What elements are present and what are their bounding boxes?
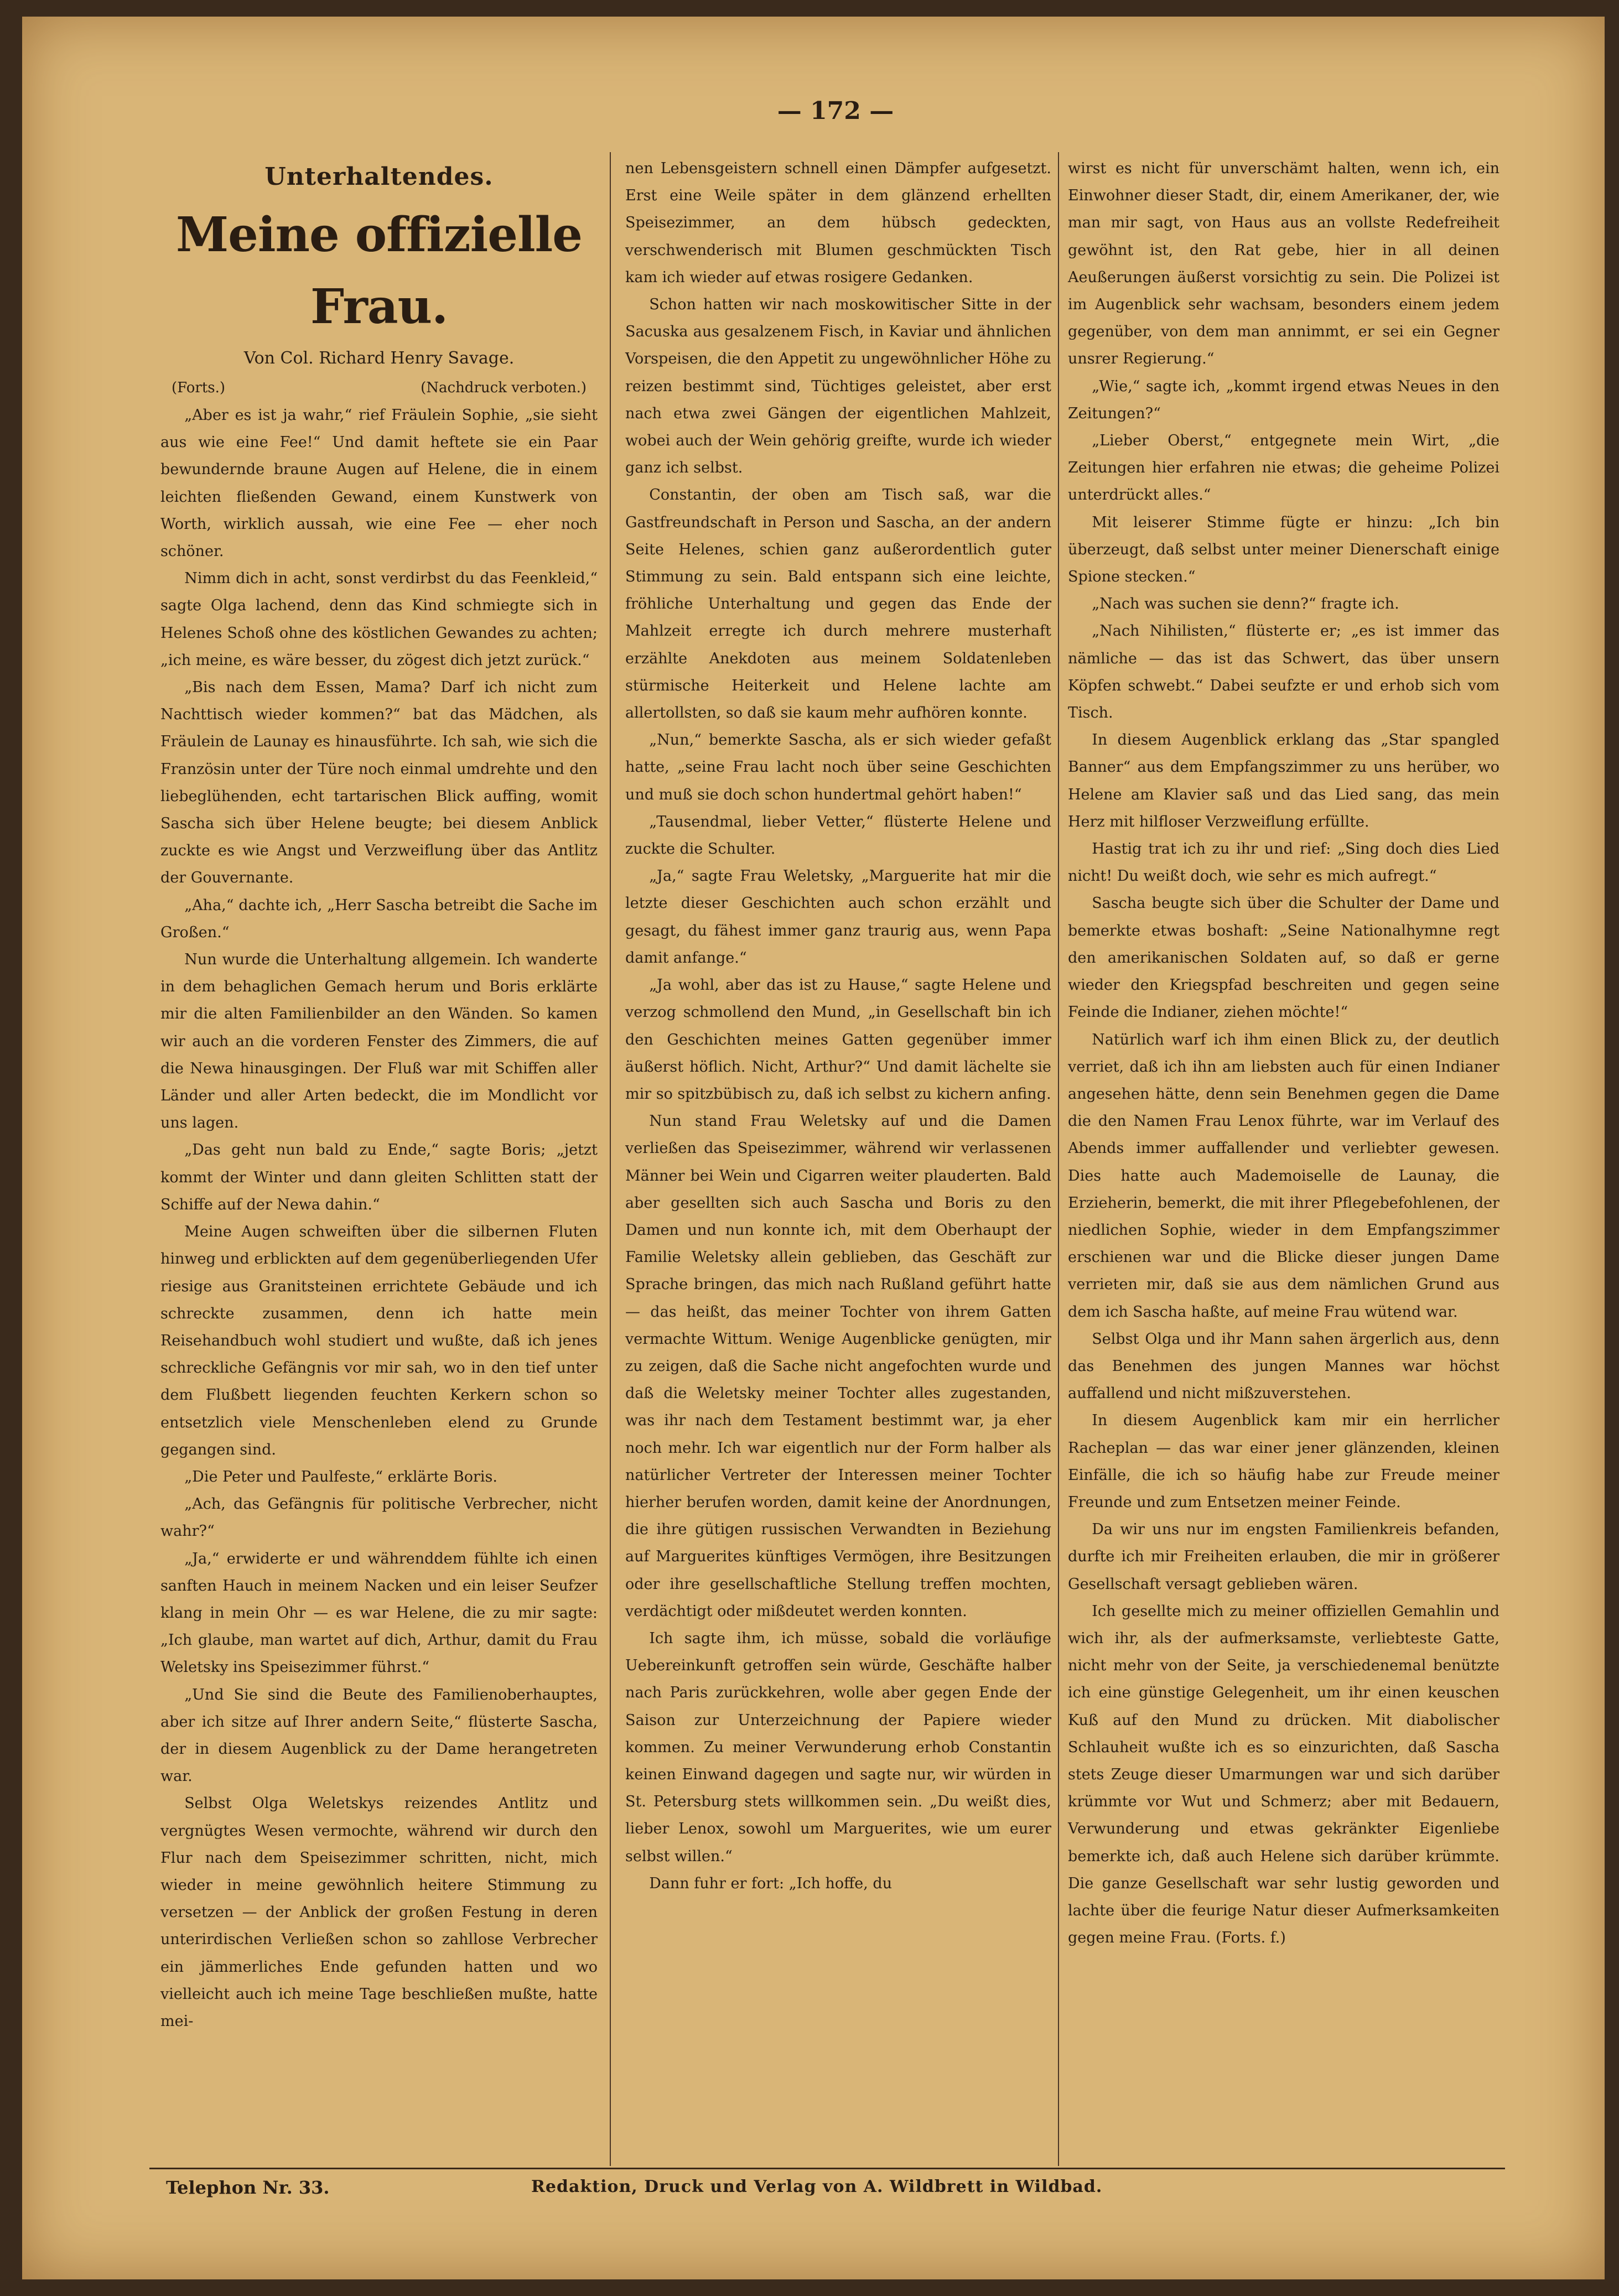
footer-rule (149, 2168, 1505, 2169)
paragraph: Nun stand Frau Weletsky auf und die Damen verließen das Speisezimmer, während wir verlassenen Männer bei Wein und Cigarren weiter plauderten. Bald aber gesellten sich auch Sascha und Boris zu den Damen und nun konnte ich, mit dem Oberhaupt der Familie Weletsky allein geblieben, das Geschäft zur Sprache bringen, das mich nach Rußland geführt hatte — das heißt, das meiner Tochter von ihrem Gatten vermachte Wittum. Wenige Augenblicke genügten, mir zu zeigen, daß die Sache nicht angefochten wurde und daß die Weletsky meiner Tochter alles zugestanden, was ihr nach dem Testament bestimmt war, ja eher noch mehr. Ich war eigentlich nur der Form halber als natürlicher Vertreter der Interessen meiner Tochter hierher berufen worden, damit keine der Anordnungen, die ihre gütigen russischen Verwandten in Beziehung auf Marguerites künftiges Vermögen, ihre Besitzungen oder ihre gesellschaftliche Stellung treffen mochten, verdächtigt oder mißdeutet werden konnten. (625, 1113, 1051, 1620)
note-row (160, 374, 598, 402)
copyright-note: (Nachdruck verboten.) (421, 380, 587, 396)
paragraph: Hastig trat ich zu ihr und rief: „Sing doch dies Lied nicht! Du weißt doch, wie sehr es mich aufregt.“ (1068, 840, 1499, 885)
byline: Von Col. Richard Henry Savage. (243, 349, 515, 368)
paragraph: Nun wurde die Unterhaltung allgemein. Ich wanderte in dem behaglichen Gemach herum und Boris erklärte mir die alten Familienbilder an den Wänden. So kamen wir auch an die vorderen Fenster des Zimmers, die auf die Newa hinausgingen. Der Fluß war mit Schiffen aller Länder und aller Arten bedeckt, die im Mondlicht vor uns lagen. (160, 951, 598, 1132)
paragraph: „Und Sie sind die Beute des Familienoberhauptes, aber ich sitze auf Ihrer andern Seite,“ flüsterte Sascha, der in diesem Augenblick zu der Dame herangetreten war. (160, 1686, 598, 1785)
section-heading: Unterhaltendes. (264, 163, 494, 191)
paragraph: Ich sagte ihm, ich müsse, sobald die vorläufige Uebereinkunft getroffen sein würde, Geschäfte halber nach Paris zurückkehren, wolle aber gegen Ende der Saison zur Unterzeichnung der Papiere wieder kommen. Zu meiner Verwunderung erhob Constantin keinen Einwand dagegen und sagte nur, wir würden in St. Petersburg stets willkommen sein. „Du weißt dies, lieber Lenox, sowohl um Marguerites, wie um eurer selbst willen.“ (625, 1629, 1051, 1865)
paragraph: „Nun,“ bemerkte Sascha, als er sich wieder gefaßt hatte, „seine Frau lacht noch über seine Geschichten und muß sie doch schon hundertmal gehört haben!“ (625, 731, 1051, 803)
forts-note: (Forts.) (172, 380, 226, 396)
paragraph: „Bis nach dem Essen, Mama? Darf ich nicht zum Nachttisch wieder kommen?“ bat das Mädchen, als Fräulein de Launay es hinausführte. Ich sah, wie sich die Französin unter der Türe noch einmal umdrehte und den liebeglühenden, echt tartarischen Blick auffing, womit Sascha sich über Helene beugte; bei diesem Anblick zuckte es wie Angst und Verzweiflung über das Antlitz der Gouvernante. (160, 679, 598, 887)
paragraph: „Aha,“ dachte ich, „Herr Sascha betreibt die Sache im Großen.“ (160, 896, 598, 941)
paragraph: wirst es nicht für unverschämt halten, wenn ich, ein Einwohner dieser Stadt, dir, einem Amerikaner, der, wie man mir sagt, von Haus aus an vollste Redefreiheit gewöhnt ist, den Rat gebe, hier in all deinen Aeußerungen äußerst vorsichtig zu sein. Die Polizei ist im Augenblick sehr wachsam, besonders einem jedem gegenüber, von dem man annimmt, er sei ein Gegner unsrer Regierung.“ (1068, 160, 1499, 368)
paragraph: Sascha beugte sich über die Schulter der Dame und bemerkte etwas boshaft: „Seine Nationalhymne regt den amerikanischen Soldaten auf, so daß er gerne wieder den Kriegspfad beschreiten und gegen seine Feinde die Indianer, ziehen möchte!“ (1068, 895, 1499, 1021)
paragraph: „Nach Nihilisten,“ flüsterte er; „es ist immer das nämliche — das ist das Schwert, das über unsern Köpfen schwebt.“ Dabei seufzte er und erhob sich vom Tisch. (1068, 622, 1499, 722)
paragraph: „Ja,“ erwiderte er und währenddem fühlte ich einen sanften Hauch in meinem Nacken und ein leiser Seufzer klang in mein Ohr — es war Helene, die zu mir sagte: „Ich glaube, man wartet auf dich, Arthur, damit du Frau Weletsky ins Speisezimmer führst.“ (160, 1550, 598, 1676)
paragraph: nen Lebensgeistern schnell einen Dämpfer aufgesetzt. Erst eine Weile später in dem glänzend erhellten Speisezimmer, an dem hübsch gedeckten, verschwenderisch mit Blumen geschmückten Tisch kam ich wieder auf etwas rosigere Gedanken. (625, 160, 1051, 286)
paragraph: Selbst Olga Weletskys reizendes Antlitz und vergnügtes Wesen vermochte, während wir durch den Flur nach dem Speisezimmer schritten, nicht, mich wieder in meine gewöhnlich heitere Stimmung zu versetzen — der Anblick der großen Festung in deren unterirdischen Verließen schon so zahllose Verbrecher ein jämmerliches Ende gefunden hatten und wo vielleicht auch ich meine Tage beschließen mußte, hatte mei- (160, 1795, 598, 2030)
column-1 (160, 155, 598, 2035)
column-rule-right (1058, 152, 1059, 2166)
paragraph: „Das geht nun bald zu Ende,“ sagte Boris; „jetzt kommt der Winter und dann gleiten Schlitten statt der Schiffe auf der Newa dahin.“ (160, 1141, 598, 1213)
paragraph: Natürlich warf ich ihm einen Blick zu, der deutlich verriet, daß ich ihn am liebsten auch für einen Indianer angesehen hätte, denn sein Benehmen gegen die Dame die den Namen Frau Lenox führte, war im Verlauf des Abends immer auffallender und verliebter gewesen. Dies hatte auch Mademoiselle de Launay, die Erzieherin, bemerkt, die mit ihrer Pflegebefohlenen, der niedlichen Sophie, wieder in dem Empfangszimmer erschienen war und die Blicke dieser jungen Dame verrieten mir, daß sie aus dem nämlichen Grund aus dem ich Sascha haßte, auf meine Frau wütend war. (1068, 1031, 1499, 1321)
paragraph: „Wie,“ sagte ich, „kommt irgend etwas Neues in den Zeitungen?“ (1068, 377, 1499, 422)
article-title: Meine offizielle Frau. (175, 207, 583, 335)
paragraph: „Lieber Oberst,“ entgegnete mein Wirt, „die Zeitungen hier erfahren nie etwas; die geheime Polizei unterdrückt alles.“ (1068, 432, 1499, 504)
newspaper-page (22, 17, 1605, 2279)
paragraph: Constantin, der oben am Tisch saß, war die Gastfreundschaft in Person und Sascha, an der andern Seite Helenes, schien ganz außerordentlich guter Stimmung zu sein. Bald entspann sich eine leichte, fröhliche Unterhaltung und gegen das Ende der Mahlzeit erregte ich durch mehrere musterhaft erzählte Anekdoten aus meinem Soldatenleben stürmische Heiterkeit und Helene lachte am allertollsten, so daß sie kaum mehr aufhören konnte. (625, 486, 1051, 722)
column-2 (625, 155, 1051, 1897)
paragraph: Selbst Olga und ihr Mann sahen ärgerlich aus, denn das Benehmen des jungen Mannes war höchst auffallend und nicht mißzuverstehen. (1068, 1330, 1499, 1402)
paragraph: In diesem Augenblick kam mir ein herrlicher Racheplan — das war einer jener glänzenden, kleinen Einfälle, die ich so häufig habe zur Freude meiner Freunde und zum Entsetzen meiner Feinde. (1068, 1412, 1499, 1511)
paragraph: In diesem Augenblick erklang das „Star spangled Banner“ aus dem Empfangszimmer zu uns herüber, wo Helene am Klavier saß und das Lied sang, das mein Herz mit hilfloser Verzweiflung erfüllte. (1068, 731, 1499, 830)
footer-imprint: Redaktion, Druck und Verlag von A. Wildbrett in Wildbad. (531, 2177, 1103, 2196)
paragraph: Nimm dich in acht, sonst verdirbst du das Feenkleid,“ sagte Olga lachend, denn das Kind schmiegte sich in Helenes Schoß ohne des köstlichen Gewandes zu achten; „ich meine, es wäre besser, du zögest dich jetzt zurück.“ (160, 570, 598, 669)
paragraph: Ich gesellte mich zu meiner offiziellen Gemahlin und wich ihr, als der aufmerksamste, verliebteste Gatte, nicht mehr von der Seite, ja verschiedenemal benützte ich eine günstige Gelegenheit, um ihr einen keuschen Kuß auf den Mund zu drücken. Mit diabolischer Schlauheit wußte ich es so einzurichten, daß Sascha stets Zeuge dieser Umarmungen war und sich darüber krümmte vor Wut und Schmerz; aber mit Bedauern, Verwunderung und etwas gekränkter Eigenliebe bemerkte ich, daß auch Helene sich darüber krümmte. Die ganze Gesellschaft war sehr lustig geworden und lachte über die feurige Natur dieser Aufmerksamkeiten gegen meine Frau. (Forts. f.) (1068, 1602, 1499, 1947)
paragraph: Schon hatten wir nach moskowitischer Sitte in der Sacuska aus gesalzenem Fisch, in Kaviar und ähnlichen Vorspeisen, die den Appetit zu ungewöhnlicher Höhe zu reizen bestimmt sind, Tüchtiges geleistet, aber erst nach etwa zwei Gängen der eigentlichen Mahlzeit, wobei auch der Wein gehörig greifte, wurde ich wieder ganz ich selbst. (625, 296, 1051, 477)
paragraph: „Ach, das Gefängnis für politische Verbrecher, nicht wahr?“ (160, 1495, 598, 1540)
paragraph: „Ja,“ sagte Frau Weletsky, „Marguerite hat mir die letzte dieser Geschichten auch schon erzählt und gesagt, du fähest immer ganz traurig aus, wenn Papa damit anfange.“ (625, 868, 1051, 967)
paragraph: Mit leiserer Stimme fügte er hinzu: „Ich bin überzeugt, daß selbst unter meiner Dienerschaft einige Spione stecken.“ (1068, 513, 1499, 586)
column-rule-left (610, 152, 611, 2166)
paragraph: „Nach was suchen sie denn?“ fragte ich. (1092, 595, 1399, 613)
footer-telephon: Telephon Nr. 33. (166, 2177, 330, 2198)
paragraph: Da wir uns nur im engsten Familienkreis befanden, durfte ich mir Freiheiten erlauben, die mir in größerer Gesellschaft versagt geblieben wären. (1068, 1521, 1499, 1593)
paragraph: „Ja wohl, aber das ist zu Hause,“ sagte Helene und verzog schmollend den Mund, „in Gesellschaft bin ich den Geschichten meines Gatten gegenüber immer äußerst höflich. Nicht, Arthur?“ Und damit lächelte sie mir so spitzbübisch zu, daß ich selbst zu kichern anfing. (625, 976, 1051, 1103)
paragraph: „Die Peter und Paulfeste,“ erklärte Boris. (184, 1468, 497, 1485)
column-3 (1068, 155, 1499, 1951)
paragraph: Meine Augen schweiften über die silbernen Fluten hinweg und erblickten auf dem gegenüberliegenden Ufer riesige aus Granitsteinen errichtete Gebäude und ich schreckte zusammen, denn ich hatte mein Reisehandbuch wohl studiert und wußte, daß ich jenes schreckliche Gefängnis vor mir sah, wo in den tief unter dem Flußbett liegenden feuchten Kerkern schon so entsetzlich viele Menschenleben elend zu Grunde gegangen sind. (160, 1223, 598, 1458)
paragraph: „Tausendmal, lieber Vetter,“ flüsterte Helene und zuckte die Schulter. (625, 813, 1051, 858)
paragraph: Dann fuhr er fort: „Ich hoffe, du (649, 1874, 892, 1892)
page-number: — 172 — (777, 97, 894, 125)
paragraph: „Aber es ist ja wahr,“ rief Fräulein Sophie, „sie sieht aus wie eine Fee!“ Und damit heftete sie ein Paar bewundernde braune Augen auf Helene, die in einem leichten fließenden Gewand, einem Kunstwerk von Worth, wirklich aussah, wie eine Fee — eher noch schöner. (160, 407, 598, 560)
column-1-body (160, 402, 598, 2035)
